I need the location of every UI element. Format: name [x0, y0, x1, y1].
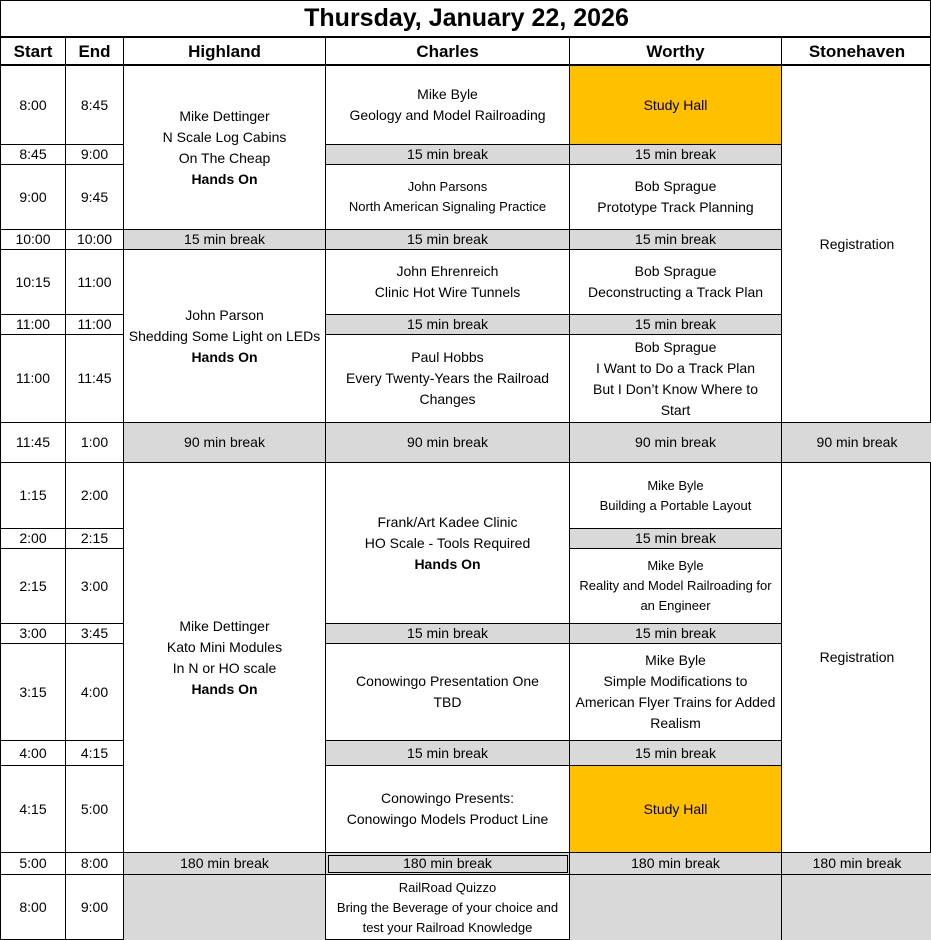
break-cell: 90 min break: [124, 423, 326, 463]
session-subtitle: test your Railroad Knowledge: [362, 919, 533, 935]
end-time: 11:00: [66, 250, 124, 315]
worthy-session-portable-layout: [570, 463, 782, 529]
session-title: American Flyer Trains for Added: [575, 694, 776, 710]
header-start: Start: [1, 38, 66, 66]
session-title: Shedding Some Light on LEDs: [128, 327, 321, 344]
start-time: 8:45: [1, 145, 66, 165]
presenter: Mike Dettinger: [179, 617, 270, 634]
break-cell: 15 min break: [570, 145, 782, 165]
start-time: 4:15: [1, 766, 66, 853]
presenter: Mike Byle: [645, 652, 706, 668]
start-time: 5:00: [1, 853, 66, 875]
charles-session-kadee: [326, 463, 570, 624]
end-time: 9:45: [66, 165, 124, 230]
session-title: Deconstructing a Track Plan: [587, 284, 764, 300]
registration-cell: Registration: [782, 66, 931, 423]
end-time: 11:00: [66, 315, 124, 335]
header-highland: Highland: [124, 38, 326, 66]
worthy-session-reality: [570, 549, 782, 624]
break-cell: 15 min break: [124, 230, 326, 250]
break-cell: 180 min break: [782, 853, 931, 875]
header-stonehaven: Stonehaven: [782, 38, 931, 66]
session-title: Simple Modifications to: [603, 673, 748, 689]
break-cell: 180 min break: [570, 853, 782, 875]
charles-session-conowingo-one: [326, 644, 570, 741]
header-end: End: [66, 38, 124, 66]
end-time: 9:00: [66, 145, 124, 165]
break-cell: 90 min break: [570, 423, 782, 463]
session-title: In N or HO scale: [172, 659, 277, 676]
start-time: 8:00: [1, 875, 66, 940]
charles-session-quizzo: [326, 875, 570, 940]
break-cell: 15 min break: [326, 315, 570, 335]
session-title: Reality and Model Railroading for: [579, 578, 772, 593]
session-title: Geology and Model Railroading: [349, 107, 546, 123]
highland-session-leds: [124, 250, 326, 423]
presenter: Mike Byle: [417, 86, 478, 102]
page-title: Thursday, January 22, 2026: [1, 1, 931, 38]
start-time: 3:15: [1, 644, 66, 741]
session-title: Start: [660, 401, 691, 418]
end-time: 4:15: [66, 741, 124, 766]
end-time: 8:00: [66, 853, 124, 875]
break-cell: 15 min break: [570, 529, 782, 549]
end-time: 2:00: [66, 463, 124, 529]
end-time: 3:45: [66, 624, 124, 644]
start-time: 11:00: [1, 335, 66, 423]
break-cell: 180 min break: [124, 853, 326, 875]
end-time: 8:45: [66, 66, 124, 145]
session-title: Kato Mini Modules: [166, 638, 283, 655]
end-time: 11:45: [66, 335, 124, 423]
presenter: John Ehrenreich: [396, 263, 499, 279]
empty-cell: [124, 875, 326, 940]
header-charles: Charles: [326, 38, 570, 66]
presenter: Mike Byle: [647, 558, 704, 573]
registration-cell: Registration: [782, 463, 931, 853]
highland-session-kato: [124, 463, 326, 853]
charles-session-twenty-years: [326, 335, 570, 423]
break-cell: 15 min break: [570, 230, 782, 250]
start-time: 2:15: [1, 549, 66, 624]
session-title: Changes: [419, 391, 476, 407]
end-time: 3:00: [66, 549, 124, 624]
start-time: 9:00: [1, 165, 66, 230]
end-time: 5:00: [66, 766, 124, 853]
start-time: 3:00: [1, 624, 66, 644]
session-title: N Scale Log Cabins: [162, 128, 287, 145]
session-title: But I Don’t Know Where to: [593, 380, 758, 397]
session-title: Realism: [650, 715, 701, 731]
presenter: Bob Sprague: [634, 263, 717, 279]
break-cell: 15 min break: [326, 741, 570, 766]
session-subtitle: Bring the Beverage of your choice and: [336, 899, 559, 915]
session-title: Prototype Track Planning: [597, 199, 754, 215]
study-hall-cell: Study Hall: [570, 66, 782, 145]
presenter: Mike Byle: [647, 477, 704, 493]
hands-on-label: Hands On: [191, 348, 258, 365]
session-title: Building a Portable Layout: [599, 497, 752, 513]
session-title: RailRoad Quizzo: [398, 879, 497, 895]
start-time: 1:15: [1, 463, 66, 529]
worthy-session-american-flyer: [570, 644, 782, 741]
session-title: Conowingo Presentation One: [356, 673, 539, 689]
empty-cell: [570, 875, 782, 940]
charles-session-geology: [326, 66, 570, 145]
start-time: 11:00: [1, 315, 66, 335]
start-time: 10:00: [1, 230, 66, 250]
start-time: 2:00: [1, 529, 66, 549]
end-time: 2:15: [66, 529, 124, 549]
worthy-session-deconstructing: [570, 250, 782, 315]
end-time: 1:00: [66, 423, 124, 463]
empty-cell: [782, 875, 931, 940]
hands-on-label: Hands On: [191, 170, 258, 187]
break-cell: 15 min break: [326, 230, 570, 250]
charles-session-signaling: [326, 165, 570, 230]
presenter: John Parson: [185, 306, 264, 323]
presenter: Bob Sprague: [634, 338, 717, 355]
break-cell: 15 min break: [326, 145, 570, 165]
hands-on-label: Hands On: [191, 680, 258, 697]
worthy-session-prototype: [570, 165, 782, 230]
session-title: North American Signaling Practice: [348, 199, 547, 214]
break-cell: 15 min break: [326, 624, 570, 644]
highland-session-log-cabins: [124, 66, 326, 230]
session-title: Clinic Hot Wire Tunnels: [374, 284, 521, 300]
session-title: HO Scale - Tools Required: [364, 534, 531, 551]
worthy-session-track-plan: [570, 335, 782, 423]
session-title: Conowingo Presents:: [380, 790, 515, 806]
session-title: an Engineer: [640, 598, 711, 613]
break-cell: 90 min break: [782, 423, 931, 463]
header-worthy: Worthy: [570, 38, 782, 66]
start-time: 8:00: [1, 66, 66, 145]
study-hall-cell: Study Hall: [570, 766, 782, 853]
break-cell: 90 min break: [326, 423, 570, 463]
charles-session-hot-wire: [326, 250, 570, 315]
presenter: Paul Hobbs: [411, 349, 484, 365]
session-subtitle: Conowingo Models Product Line: [346, 811, 549, 827]
start-time: 11:45: [1, 423, 66, 463]
end-time: 9:00: [66, 875, 124, 940]
end-time: 4:00: [66, 644, 124, 741]
break-cell: 15 min break: [570, 624, 782, 644]
presenter: Frank/Art Kadee Clinic: [377, 513, 518, 530]
charles-session-conowingo-products: [326, 766, 570, 853]
presenter: Mike Dettinger: [179, 107, 270, 124]
session-title: Every Twenty-Years the Railroad: [345, 370, 550, 386]
end-time: 10:00: [66, 230, 124, 250]
session-subtitle: TBD: [433, 694, 462, 710]
presenter: John Parsons: [407, 179, 488, 194]
start-time: 10:15: [1, 250, 66, 315]
session-title: On The Cheap: [178, 149, 271, 166]
presenter: Bob Sprague: [634, 178, 717, 194]
break-cell[interactable]: 180 min break: [326, 853, 570, 875]
session-title: I Want to Do a Track Plan: [596, 359, 755, 376]
break-cell: 15 min break: [570, 741, 782, 766]
break-cell: 15 min break: [570, 315, 782, 335]
start-time: 4:00: [1, 741, 66, 766]
hands-on-label: Hands On: [414, 555, 481, 572]
